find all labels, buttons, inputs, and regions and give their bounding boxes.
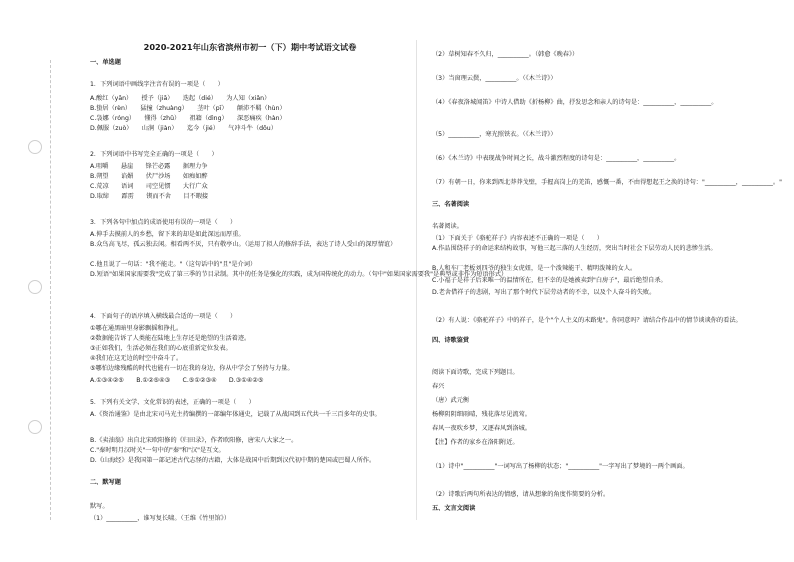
poem-title: 春兴 — [432, 383, 445, 390]
fill-blank: （4）《春夜洛城闻笛》中诗人借助《折杨柳》曲，抒发思念和亲人的诗句是：__________，__________。 — [432, 99, 718, 106]
option: B.《卖油翁》出自北宋欧阳修的《归田录》，作者欧阳修，唐宋八大家之一。 — [90, 437, 298, 444]
question-stem: （2）有人说：《骆驼祥子》中的祥子，是个"个人主义的末路鬼"。你同意吗？请结合作品中的情节谈谈你的看法。 — [432, 317, 742, 324]
fill-blank: （7）有朝一日，你来到西北莽莽戈壁，手握高岗上的羌笛，感慨一番，不由得想起王之涣的诗句："__________，__________。" — [432, 179, 782, 186]
fill-blank: （1）__________，谁写复长啸。（王维《竹里馆》） — [90, 515, 231, 522]
poem-note: 【注】作者的家乡在洛阳附近。 — [432, 439, 519, 446]
option: A.作品围绕祥子的命运来结构故事，写他三起三落的人生经历，突出当时社会下层劳动人民的悲惨生活。 — [432, 245, 717, 252]
question-stem: 3．下列各句中加点的成语使用有误的一项是（ ） — [90, 219, 237, 226]
poem-line: 春风一夜吹乡梦，又逐春风到洛城。 — [432, 425, 531, 432]
option: B.众鸟高飞尽，孤云独去闲。相看两不厌，只有敬亭山。（运用了拟人的修辞手法，表达了诗人受山的深厚情谊） — [90, 241, 397, 248]
section-heading: 五、文言文阅读 — [432, 505, 476, 512]
binding-hole-icon — [28, 140, 42, 154]
binding-gutter — [10, 60, 65, 520]
instruction: 名著阅读。 — [432, 223, 463, 230]
sentence-item: ①哪在通黑暗里身影飘摇和挣扎。 — [90, 325, 183, 332]
sentence-item: ⑤哪怕边缘残酷的时代也能有一切在我的身边，你从中学会了坚持与力量。 — [90, 365, 294, 372]
poem-line: 杨柳阴阴细雨晴，残花落尽见流莺。 — [432, 411, 531, 418]
section-heading: 二、默写题 — [90, 479, 121, 486]
fill-blank: （1）诗中"__________"一词写出了杨柳的状态；"__________"一字写出了梦境的一两个画面。 — [432, 463, 689, 470]
option: D.短语"如果国家需要我"完成了第三季的节目录制。其中的任务是强化的实践，成为国传统化的动力。（句中"如果国家需要我"是典型或非作为短语形式） — [90, 271, 508, 278]
option: C.袅娜（róng） 懂得（zhǔ） 祖籍（dìng） 深恶痛疾（hàn） — [90, 115, 286, 122]
option: C.荒凉 语词 司空见惯 大行广众 — [90, 183, 208, 190]
instruction: 默写。 — [90, 503, 109, 510]
option: D.佩服（zuò） 山涧（jiàn） 迄今（jié） 气冲斗牛（dōu） — [90, 125, 277, 132]
option: A.酸红（yān） 授予（jiā） 迭起（dié） 为人知（xiǎn） — [90, 95, 271, 102]
option: A.①③④②⑤ B.①②⑤④③ C.⑤①②③④ D.③①④②⑤ — [90, 377, 264, 384]
question-stem: 4．下面句子的语序填入横线最合适的一项是（ ） — [90, 313, 237, 320]
question-stem: 2．下列词语中书写完全正确的一项是（ ） — [90, 151, 218, 158]
option: C.小福子是祥子后来唯一的温情所在，但不幸的是她被卖到"白房子"，最后绝望自杀。 — [432, 277, 667, 284]
option: B.朔望 谄媚 伏尸沙场 如痴如醉 — [90, 173, 208, 180]
fill-blank: （3）当窗理云鬓，__________。（《木兰诗》） — [432, 75, 557, 82]
column-divider — [416, 40, 417, 520]
sentence-item: ③正如我们，生活必须在我们的心底重新定位发表。 — [90, 345, 232, 352]
poem-author: （唐）武元衡 — [432, 397, 470, 404]
option: C."秦时明月汉时关"一句中的"秦"和"汉"是互文。 — [90, 447, 225, 454]
fill-blank: （6）《木兰诗》中表现战争时间之长，战斗激烈程度的诗句是：__________，__________。 — [432, 155, 681, 162]
option: A.《资治通鉴》是由北宋司马光主持编撰的一部编年体通史，记载了从战国到五代共一千三百多年的史事。 — [90, 411, 381, 418]
binding-line — [50, 60, 51, 520]
section-heading: 四、诗歌鉴赏 — [432, 337, 470, 344]
sentence-item: ④我们在这无边的时空中奋斗了。 — [90, 355, 183, 362]
question-stem: 1．下列词语中画线字注音有误的一项是（ ） — [90, 81, 224, 88]
question-stem: （2）诗歌后两句所表达的情感，请从想象的角度作简要的分析。 — [432, 491, 610, 498]
option: A.咀嚼 悬崖 锋芒必露 据理力争 — [90, 163, 208, 170]
option: D.《山海经》是我国第一部记述古代志怪的古籍，大体是战国中后期到汉代初中期的楚国或巴蜀人所作。 — [90, 457, 376, 464]
option: D.取缔 霹雳 锲而不舍 目不暇接 — [90, 193, 209, 200]
option: C.他且说了一句话："我不能走。"（这句话中的"且"是介词） — [90, 261, 257, 268]
instruction: 阅读下面诗歌，完成下列题目。 — [432, 369, 519, 376]
option: B.蛰居（rèn） 猛撞（zhuàng） 茎叶（pī） 颠沛不羁（hùn） — [90, 105, 286, 112]
binding-hole-icon — [28, 420, 42, 434]
sentence-item: ②数据能告诉了人类能在陆地上生存还是绝望的生活着迹。 — [90, 335, 251, 342]
section-heading: 一、单选题 — [90, 59, 121, 66]
exam-title: 2020-2021年山东省滨州市初一（下）期中考试语文试卷 — [143, 42, 357, 52]
fill-blank: （2）草树知春不久归，__________。（韩愈《晚春》） — [432, 51, 579, 58]
option: B.人和车厂老板刘四爷的独生女虎妞，是一个泼辣能干、精明泼辣的女人。 — [432, 265, 637, 272]
binding-hole-icon — [28, 280, 42, 294]
question-stem: 5．下列有关文学、文化常识的表述，正确的一项是（ ） — [90, 399, 255, 406]
option: A.伸手去摸前人的乡愁，留下来的却是如此深远而厚重。 — [90, 231, 245, 238]
section-heading: 三、名著阅读 — [432, 201, 470, 208]
question-stem: （1）下面关于《骆驼祥子》内容表述不正确的一项是（ ） — [432, 235, 603, 242]
fill-blank: （5）__________，寒光照铁衣。（《木兰诗》） — [432, 131, 557, 138]
option: D.老舍借祥子的悲剧，写出了那个时代下层劳动者的不幸，以及个人奋斗的失败。 — [432, 289, 656, 296]
